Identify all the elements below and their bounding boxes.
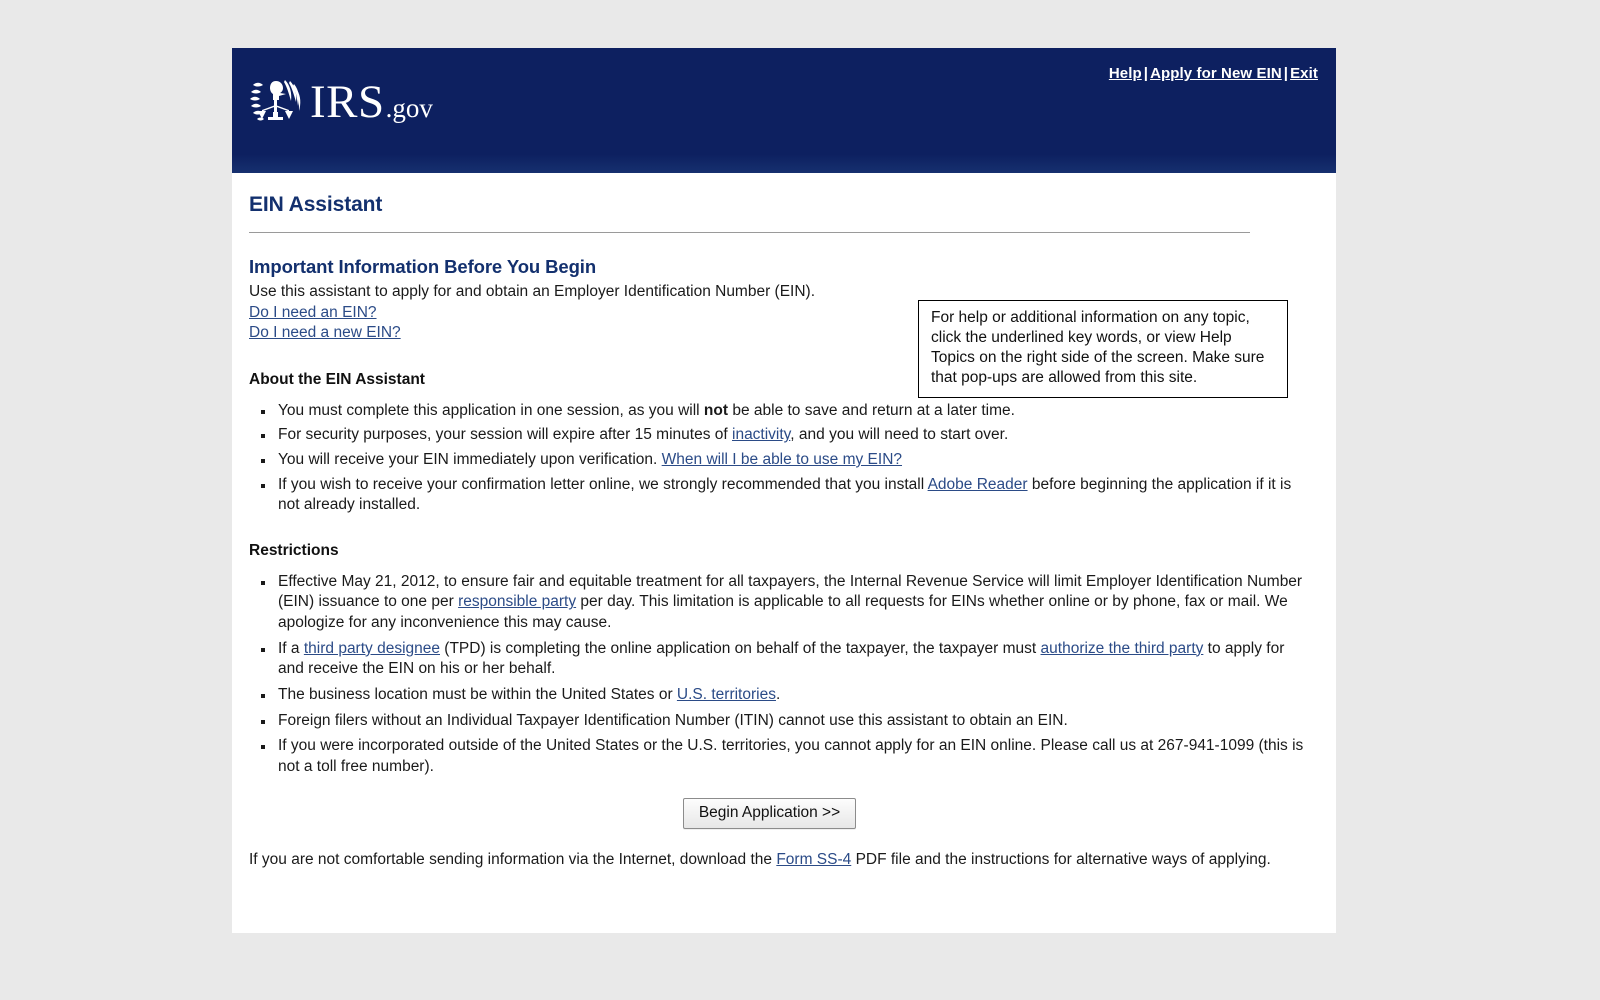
text-run: For security purposes, your session will expire after 15 minutes of xyxy=(278,426,732,444)
text-run: You must complete this application in one session, as you will xyxy=(278,401,704,419)
nav-separator-1: | xyxy=(1143,65,1149,82)
list-item xyxy=(249,685,1310,706)
text-run: (TPD) is completing the online application on behalf of the taxpayer, the taxpayer must xyxy=(440,639,1041,657)
dotgov-suffix: .gov xyxy=(385,92,433,123)
text-run: per day. This limitation is applicable to all requests for EINs whether online or by phone, fax or mail. We apologize for any inconvenience this may cause. xyxy=(278,593,1288,632)
intro-text: Use this assistant to apply for and obtain an Employer Identification Number (EIN). xyxy=(249,283,816,300)
text-run: The business location must be within the United States or xyxy=(278,685,677,703)
list-item xyxy=(249,711,1310,732)
action-row xyxy=(249,798,1310,829)
inline-link[interactable]: third party designee xyxy=(303,639,440,657)
irs-wordmark: IRS xyxy=(310,75,385,128)
nav-separator-2: | xyxy=(1283,65,1289,82)
text-run: If you were incorporated outside of the United States or the U.S. territories, you cannot apply for an EIN online. Please call us at 267-941-1099 (this is not a toll free number). xyxy=(278,737,1304,775)
text-run: before beginning the application if it is not already installed. xyxy=(278,475,1292,514)
text-run: to apply for and receive the EIN on his or her behalf. xyxy=(278,639,1285,678)
list-item xyxy=(249,572,1310,634)
begin-application-button[interactable]: Begin Application >> xyxy=(683,798,856,829)
list-item xyxy=(249,450,1310,471)
irs-eagle-seal-icon xyxy=(246,74,304,130)
restrictions-bullet-list xyxy=(249,572,1310,777)
text-run: If a xyxy=(278,639,304,657)
list-item xyxy=(249,475,1310,516)
apply-for-new-ein-link[interactable]: Apply for New EIN xyxy=(1150,65,1282,82)
utility-nav xyxy=(1109,65,1318,82)
footnote-text xyxy=(249,850,1310,871)
irs-logo[interactable] xyxy=(246,74,433,130)
do-i-need-an-ein-link[interactable]: Do I need an EIN? xyxy=(249,304,377,322)
do-i-need-a-new-ein-link[interactable]: Do I need a new EIN? xyxy=(249,323,401,341)
text-run: Effective May 21, 2012, to ensure fair and equitable treatment for all taxpayers, the Internal Revenue Service will limit Employer Identification Number (EIN) issuance to one per xyxy=(278,572,1303,611)
text-run: You will receive your EIN immediately upon verification. xyxy=(278,451,662,469)
list-item xyxy=(249,401,1310,422)
inline-link[interactable]: inactivity xyxy=(732,426,791,444)
page-title: EIN Assistant xyxy=(249,193,383,216)
text-run: PDF file and the instructions for alternative ways of applying. xyxy=(851,851,1271,869)
irs-logo-text xyxy=(310,75,433,128)
list-item xyxy=(249,425,1310,446)
help-callout-box xyxy=(918,300,1288,398)
inline-link[interactable]: responsible party xyxy=(458,593,577,611)
exit-link[interactable]: Exit xyxy=(1290,65,1318,82)
text-run: , and you will need to start over. xyxy=(790,426,1009,444)
text-run: . xyxy=(775,685,781,703)
inline-link[interactable]: authorize the third party xyxy=(1040,639,1204,657)
about-heading: About the EIN Assistant xyxy=(249,370,425,388)
title-divider xyxy=(249,232,1250,233)
help-callout-text: For help or additional information on any topic, click the underlined key words, or view Help Topics on the right side of the screen. Make sure that pop-ups are allowed from this site. xyxy=(931,309,1265,386)
about-bullet-list xyxy=(249,401,1310,516)
list-item xyxy=(249,639,1310,680)
inline-link[interactable]: When will I be able to use my EIN? xyxy=(661,451,903,469)
important-info-heading: Important Information Before You Begin xyxy=(249,256,597,277)
site-header xyxy=(232,48,1336,173)
restrictions-heading: Restrictions xyxy=(249,541,339,559)
list-item xyxy=(249,736,1310,777)
main-content xyxy=(232,173,1336,871)
text-run: be able to save and return at a later time. xyxy=(728,401,1015,419)
emphasis-text: not xyxy=(703,401,729,419)
text-run: If you wish to receive your confirmation letter online, we strongly recommended that you install xyxy=(278,475,928,493)
help-link[interactable]: Help xyxy=(1108,65,1142,82)
inline-link[interactable]: U.S. territories xyxy=(676,685,776,703)
inline-link[interactable]: Form SS-4 xyxy=(776,851,852,869)
application-card xyxy=(232,48,1336,933)
text-run: Foreign filers without an Individual Taxpayer Identification Number (ITIN) cannot use this assistant to obtain an EIN. xyxy=(278,711,1068,729)
inline-link[interactable]: Adobe Reader xyxy=(927,475,1028,493)
text-run: If you are not comfortable sending information via the Internet, download the xyxy=(249,851,777,869)
